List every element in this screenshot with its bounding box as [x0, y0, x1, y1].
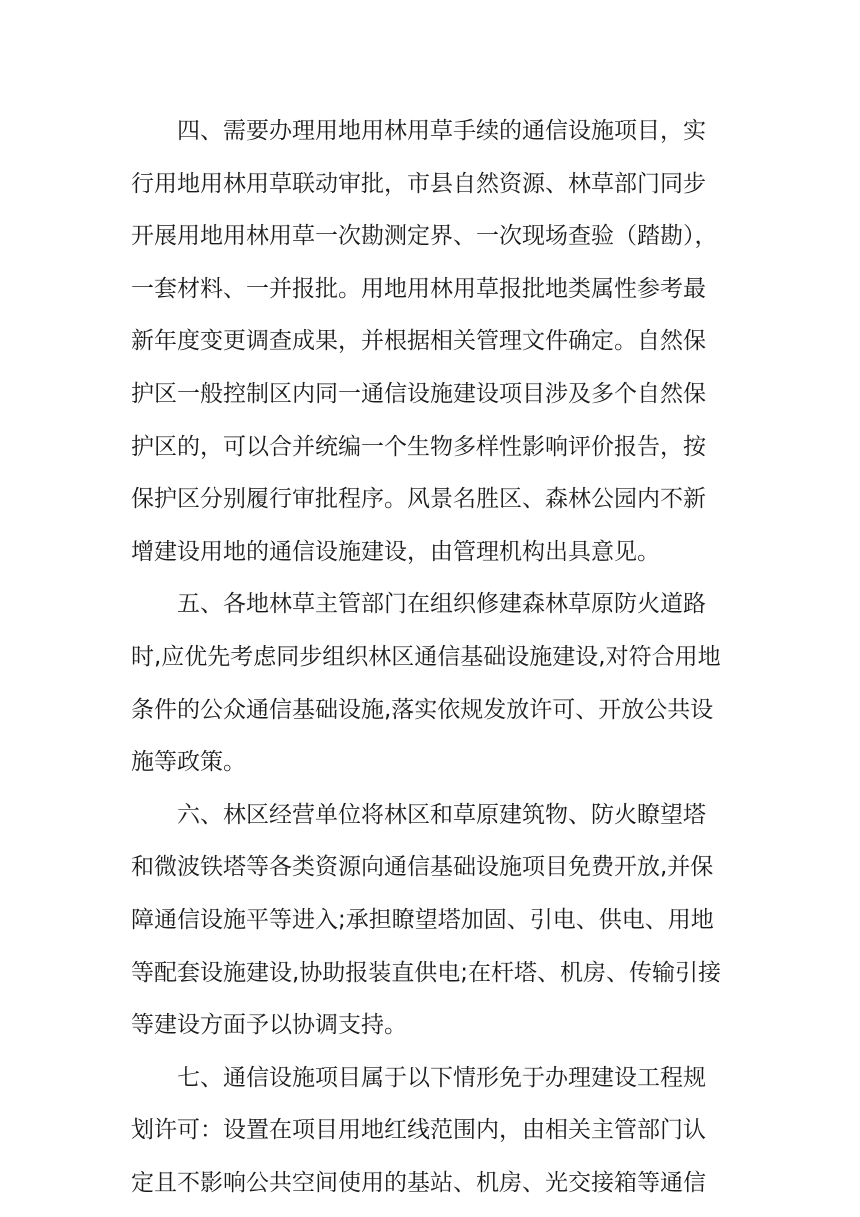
paragraph-first-line: 四、需要办理用地用林用草手续的通信设施项目，实	[177, 118, 706, 144]
paragraph-line: 和微波铁塔等各类资源向通信基础设施项目免费开放,并保	[131, 854, 714, 881]
paragraph-line: 施等政策。	[131, 749, 246, 776]
paragraph-line: 障通信设施平等进入;承担瞭望塔加固、引电、供电、用地	[131, 906, 714, 933]
paragraph-line: 定且不影响公共空间使用的基站、机房、光交接箱等通信	[131, 1169, 706, 1196]
paragraph-line: 保护区分别履行审批程序。风景名胜区、森林公园内不新	[131, 486, 706, 513]
paragraph-line: 划许可：设置在项目用地红线范围内，由相关主管部门认	[131, 1117, 706, 1144]
paragraph-line: 时,应优先考虑同步组织林区通信基础设施建设,对符合用地	[131, 643, 721, 670]
paragraph-line: 一套材料、一并报批。用地用林用草报批地类属性参考最	[131, 275, 706, 302]
paragraph-first-line: 七、通信设施项目属于以下情形免于办理建设工程规	[177, 1064, 706, 1091]
paragraph	[131, 789, 723, 1052]
document-body	[131, 105, 723, 1209]
paragraph-line: 行用地用林用草联动审批，市县自然资源、林草部门同步	[131, 170, 706, 197]
paragraph	[131, 1052, 723, 1210]
paragraph	[131, 578, 723, 788]
paragraph-line: 护区的，可以合并统编一个生物多样性影响评价报告，按	[131, 433, 706, 460]
paragraph-line: 开展用地用林用草一次勘测定界、一次现场查验（踏勘），	[131, 223, 718, 250]
paragraph-line: 新年度变更调查成果，并根据相关管理文件确定。自然保	[131, 328, 706, 355]
paragraph-line: 条件的公众通信基础设施,落实依规发放许可、开放公共设	[131, 696, 714, 723]
paragraph-first-line: 五、各地林草主管部门在组织修建森林草原防火道路	[177, 591, 706, 618]
paragraph-line: 等配套设施建设,协助报装直供电;在杆塔、机房、传输引接	[131, 959, 722, 986]
paragraph-line: 护区一般控制区内同一通信设施建设项目涉及多个自然保	[131, 380, 706, 407]
paragraph-line: 增建设用地的通信设施建设，由管理机构出具意见。	[131, 538, 660, 565]
paragraph	[131, 105, 723, 578]
paragraph-first-line: 六、林区经营单位将林区和草原建筑物、防火瞭望塔	[177, 801, 706, 828]
paragraph-line: 等建设方面予以协调支持。	[131, 1012, 407, 1039]
